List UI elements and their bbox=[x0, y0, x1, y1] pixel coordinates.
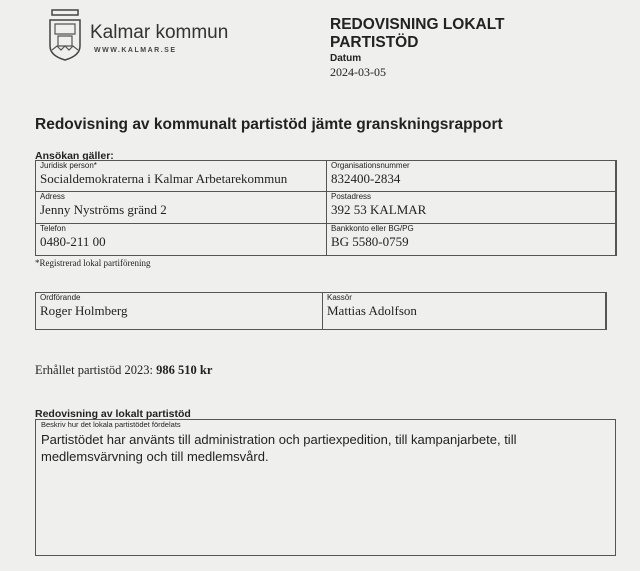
field-bank-account: Bankkonto eller BG/PG BG 5580-0759 bbox=[326, 223, 617, 256]
field-address: Adress Jenny Nyströms gränd 2 bbox=[35, 191, 327, 224]
org-url: WWW.KALMAR.SE bbox=[94, 47, 177, 54]
received-support: Erhållet partistöd 2023: 986 510 kr bbox=[35, 363, 213, 377]
org-name: Kalmar kommun bbox=[90, 22, 229, 43]
document-title: REDOVISNING LOKALT PARTISTÖD bbox=[330, 16, 505, 51]
field-org-number: Organisationsnummer 832400-2834 bbox=[326, 160, 617, 192]
field-postal-address: Postadress 392 53 KALMAR bbox=[326, 191, 617, 224]
field-legal-person: Juridisk person* Socialdemokraterna i Kalmar Arbetarekommun bbox=[35, 160, 327, 192]
date-value: 2024-03-05 bbox=[330, 65, 386, 79]
applicant-section-label: Ansökan gäller: bbox=[35, 150, 114, 162]
field-chairman: Ordförande Roger Holmberg bbox=[35, 292, 323, 330]
officers-table bbox=[35, 292, 606, 330]
report-section-label: Redovisning av lokalt partistöd bbox=[35, 408, 191, 420]
report-text: Partistödet har använts till administration och partiexpedition, till kampanjarbete, till medlemsvärvning och till medlemsvård. bbox=[41, 432, 517, 464]
field-treasurer: Kassör Mattias Adolfson bbox=[322, 292, 607, 330]
date-label: Datum bbox=[330, 53, 362, 64]
page-heading: Redovisning av kommunalt partistöd jämte granskningsrapport bbox=[35, 116, 503, 133]
footnote: *Registrerad lokal partiförening bbox=[35, 258, 151, 268]
kalmar-coat-of-arms-logo bbox=[48, 8, 82, 62]
field-phone: Telefon 0480-211 00 bbox=[35, 223, 327, 256]
report-box bbox=[35, 419, 616, 556]
applicant-table bbox=[35, 160, 616, 256]
report-field-label: Beskriv hur det lokala partistödet fördelats bbox=[41, 420, 181, 429]
